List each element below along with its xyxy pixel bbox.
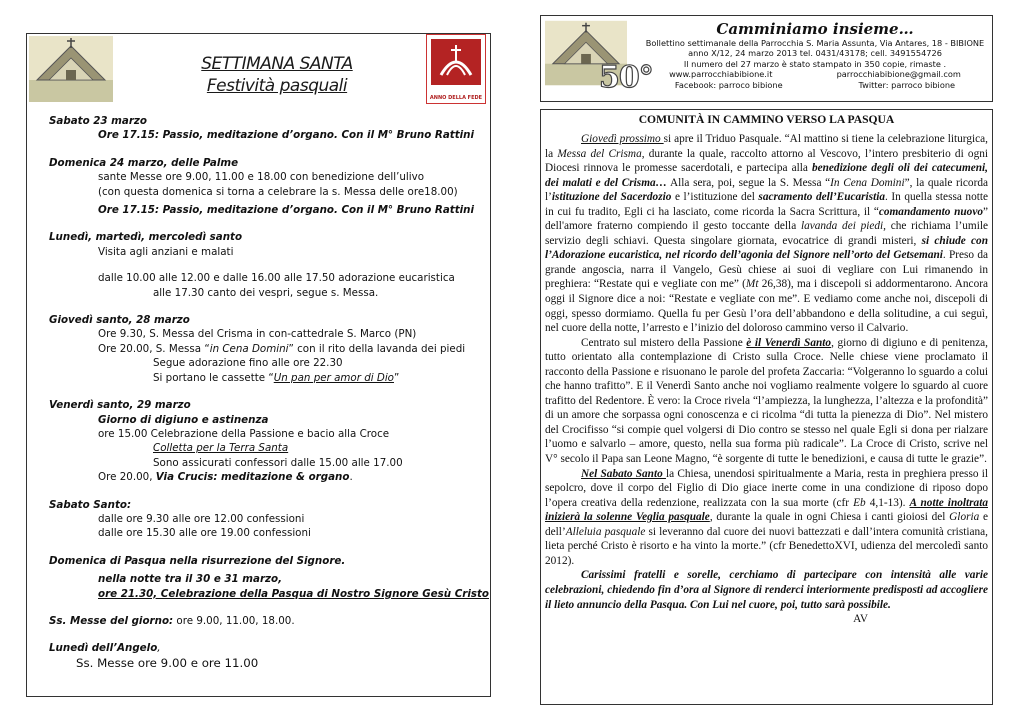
schedule-line: Ore 17.15: Passio, meditazione d’organo. Con il M° Bruno Rattini — [98, 204, 475, 217]
title-line-2: Festività pasquali — [206, 76, 348, 96]
title-line-1: SETTIMANA SANTA — [201, 54, 353, 74]
header-line: Il numero del 27 marzo è stato stampato in 350 copie, rimaste . — [683, 58, 947, 69]
schedule-line — [49, 371, 489, 385]
text-part: 4,1-13). — [865, 496, 910, 509]
text-part: istituzione del Sacerdozio — [551, 191, 672, 204]
schedule-line: dalle ore 9.30 alle ore 12.00 confessioni — [98, 512, 305, 525]
text-part: . Preso da grande angoscia, narra il Vangelo, Gesù chiese ai suoi di vegliare con Lui rimanendo in preghiera: “Restate qui e vegliate con me” ( — [545, 249, 988, 291]
text-part: Gloria — [949, 511, 980, 524]
text-part: Un pan per amor di Dio — [273, 371, 394, 384]
schedule-line: sante Messe ore 9.00, 11.00 e 18.00 con benedizione dell’ulivo — [98, 171, 424, 184]
schedule-line: ore 21.30, Celebrazione della Pasqua di Nostro Signore Gesù Cristo — [98, 587, 489, 600]
text-part: . — [349, 471, 353, 484]
text-part: Messa del Crisma — [557, 147, 642, 160]
text-part: Mt — [745, 278, 759, 291]
schedule-line: alle 17.30 canto dei vespri, segue s. Messa. — [153, 286, 379, 299]
text-part: 26,38), ma i discepoli si addormentarono. Ancora oggi il Signore dice a noi: “Restate e vegliate con me”. E vediamo come anche noi, discepoli di oggi, spesso dormiamo. Quella fu per Gesù l’ora dell’abbandono e della solitudine, a cui seguì, nel cuore della notte, l’arresto e l’inizio del doloroso cammino verso il Calvario. — [545, 278, 988, 335]
header-links — [637, 69, 993, 79]
schedule-line: dalle ore 15.30 alle ore 19.00 confessioni — [98, 527, 311, 540]
text-part: Lunedì dell’Angelo — [49, 642, 158, 655]
header-info — [637, 20, 993, 90]
bulletin-title: Camminiamo insieme… — [716, 20, 914, 38]
paragraph — [545, 336, 988, 467]
day-heading: Giovedì santo, 28 marzo — [49, 314, 190, 327]
text-part: e l’istituzione del — [671, 191, 759, 204]
text-part: lavanda dei piedi, — [800, 220, 886, 233]
anniversary-badge: 50° — [599, 60, 653, 95]
schedule-line — [49, 470, 489, 484]
text-part: Eb — [853, 496, 866, 509]
schedule-line: Sono assicurati confessori dalle 15.00 alle 17.00 — [153, 456, 403, 469]
schedule-line: nella notte tra il 30 e 31 marzo, — [98, 573, 283, 586]
schedule-line — [49, 342, 489, 356]
schedule-line: Colletta per la Terra Santa — [153, 442, 289, 455]
text-part: Nel Sabato Santo — [581, 467, 666, 480]
day-heading: Domenica di Pasqua nella risurrezione del Signore. — [49, 554, 346, 567]
schedule-line: (con questa domenica si torna a celebrare la s. Messa delle ore18.00) — [98, 185, 458, 198]
text-part: Alleluia pasquale — [565, 525, 646, 538]
schedule-line: Segue adorazione fino alle ore 22.30 — [153, 357, 343, 370]
text-part: la Chiesa, unendosi spiritualmente a Maria, resta in preghiera presso il sepolcro, dove il corpo del Figlio di Dio giace inerte come in una condizione di riposo dopo l’opera creativa della redenzione, realizzata con la sua morte (cfr — [545, 467, 988, 509]
text-part: Ore 20.00, S. Messa “ — [98, 342, 210, 355]
text-part: ”, la quale ricorda l’ — [545, 176, 988, 204]
schedule-line: Visita agli anziani e malati — [98, 245, 234, 258]
text-part: Centrato sul mistero della Passione — [581, 336, 747, 349]
text-part: ” — [393, 371, 400, 384]
day-heading — [49, 641, 489, 655]
paragraph — [545, 568, 988, 626]
text-part: , durante la quale, raccolto attorno al Vescovo, l’intero presbiterio di ogni Diocesi rinnova le promesse sacerdotali, e partecipa alla — [545, 147, 989, 175]
schedule-title — [177, 54, 377, 96]
article-title: COMUNITÀ IN CAMMINO VERSO LA PASQUA — [638, 113, 895, 126]
email-link[interactable]: parrocchiabibione@gmail.com — [836, 69, 961, 80]
schedule-line: Ore 17.15: Passio, meditazione d’organo. Con il M° Bruno Rattini — [98, 129, 475, 142]
schedule-line: Ore 9.30, S. Messa del Crisma in con-cattedrale S. Marco (PN) — [98, 328, 417, 341]
logo-caption: ANNO DELLA FEDE — [429, 95, 483, 101]
schedule-line: dalle 10.00 alle 12.00 e dalle 16.00 alle 17.50 adorazione eucaristica — [98, 272, 455, 285]
text-part: . In quella stessa notte in cui fu tradito, Egli ci ha lasciato, come ricorda la Sacra Scrittura, il “ — [545, 191, 989, 218]
day-heading: Sabato 23 marzo — [49, 115, 148, 127]
day-heading: Venerdì santo, 29 marzo — [49, 399, 191, 412]
text-part: Giovedì prossimo — [581, 133, 664, 145]
text-part: benedizione degli oli dei catecumeni, dei malati e del Crisma… — [545, 162, 988, 189]
text-part: Carissimi fratelli e sorelle, cerchiamo di partecipare con intensità alle varie celebrazioni, chiedendo fin d’ora al Signore di renderci interiormente predisposti ad accogliere il lieto annuncio della Pasqua. Con Lui nel cuore, poi, tutto sarà possibile. — [545, 569, 988, 611]
text-part: si chiude con l’Adorazione eucaristica, nel ricordo dell’agonia del Signore nell’orto del Getsemani — [545, 234, 988, 262]
text-part: , — [157, 642, 161, 655]
faith-logo-icon — [427, 35, 485, 91]
header-social — [637, 80, 993, 90]
paragraph — [545, 467, 988, 569]
article-panel — [540, 109, 993, 705]
church-logo-icon — [29, 36, 113, 102]
text-part: ” con il rito della lavanda dei piedi — [288, 342, 466, 355]
schedule-line: Giorno di digiuno e astinenza — [98, 413, 269, 426]
day-heading: Sabato Santo: — [49, 498, 132, 511]
facebook-link: Facebook: parroco bibione — [674, 79, 783, 90]
twitter-link: Twitter: parroco bibione — [858, 79, 956, 90]
text-part: e dell’ — [545, 511, 988, 538]
signature: AV — [853, 613, 868, 626]
text-part: ” dell'amore fraterno compiendo il gesto toccante della — [545, 205, 989, 233]
text-part: si apre il Triduo Pasquale. “Al mattino si tiene la celebrazione liturgica, la — [545, 133, 989, 160]
day-heading: Lunedì, martedì, mercoledì santo — [49, 231, 243, 244]
schedule-panel — [26, 33, 491, 697]
day-heading: Domenica 24 marzo, delle Palme — [49, 156, 239, 169]
text-part: che richiama l’umile servizio degli schiavi. Questa singolare giornata, evocatrice di grandi misteri, — [545, 220, 988, 247]
website-link[interactable]: www.parrocchiabibione.it — [669, 69, 773, 80]
text-part: In Cena Domini — [830, 176, 905, 189]
text-part: , giorno di digiuno e di penitenza, tutto orientato alla contemplazione di Cristo sulla Croce. Nelle chiese viene proclamato il racconto della Passione e risuonano le parole del profeta Zaccaria: “Volgeranno lo sguardo a colui che hanno trafitto”. E il Venerdì Santo anche noi vogliamo realmente volgere lo sguardo al cuore trafitto del Redentore. È vero: la Croce rivela “l’ampiezza, la lunghezza, l’altezza e la profondità” di un amore che sorpassa ogni conoscenza e ci ricolma “di tutta la pienezza di Dio”. Nel mistero del Crocifisso “si compie quel volgersi di Dio contro se stesso nel quale Egli si dona per rialzare l’uomo e salvarlo – amore, questo, nella sua forma più radicale”. La Croce di Cristo, scrive nel V° secolo il Papa san Leone Magno, “è sorgente di tutte le benedizioni, e causa di tutte le grazie”. — [545, 336, 988, 466]
text-part: ore 9.00, 11.00, 18.00. — [173, 614, 295, 627]
text-part: Ss. Messe del giorno: — [49, 614, 174, 627]
paragraph — [545, 132, 988, 336]
text-part: Ore 20.00, — [98, 471, 156, 484]
text-part: è il Venerdì Santo — [746, 336, 832, 349]
text-part: comandamento nuovo — [878, 205, 983, 218]
anno-della-fede-logo — [426, 34, 486, 104]
text-part: in Cena Domini — [209, 342, 289, 355]
text-part: Via Crucis: meditazione & organo — [155, 471, 350, 484]
text-part: Si portano le cassette “ — [153, 371, 274, 384]
text-part: sacramento dell’Eucaristia — [758, 191, 885, 204]
schedule-line: Ss. Messe ore 9.00 e ore 11.00 — [76, 655, 259, 670]
day-heading — [49, 614, 489, 628]
article-body — [545, 132, 988, 627]
text-part: A notte inoltrata inizierà la solenne Veglia pasquale — [545, 496, 988, 524]
schedule-list — [49, 114, 489, 670]
text-part: Alla sera, poi, segue la S. Messa “ — [666, 176, 831, 189]
header-line: Bollettino settimanale della Parrocchia S. Maria Assunta, Via Antares, 18 - BIBIONE — [645, 38, 985, 48]
text-part: , durante la quale in ogni Chiesa i canti gioiosi del — [709, 511, 950, 524]
schedule-line: ore 15.00 Celebrazione della Passione e bacio alla Croce — [98, 427, 390, 440]
bulletin-header — [540, 15, 993, 102]
header-line: anno X/12, 24 marzo 2013 tel. 0431/43178; cell. 3491554726 — [688, 48, 942, 59]
text-part: si leveranno dal cuore dei nuovi battezzati e dall’intera comunità cristiana, lieta perché Cristo è risorto e ha vinto la morte.” (cfr BenedettoXVI, udienza del mercoledì santo 2012). — [545, 525, 988, 567]
